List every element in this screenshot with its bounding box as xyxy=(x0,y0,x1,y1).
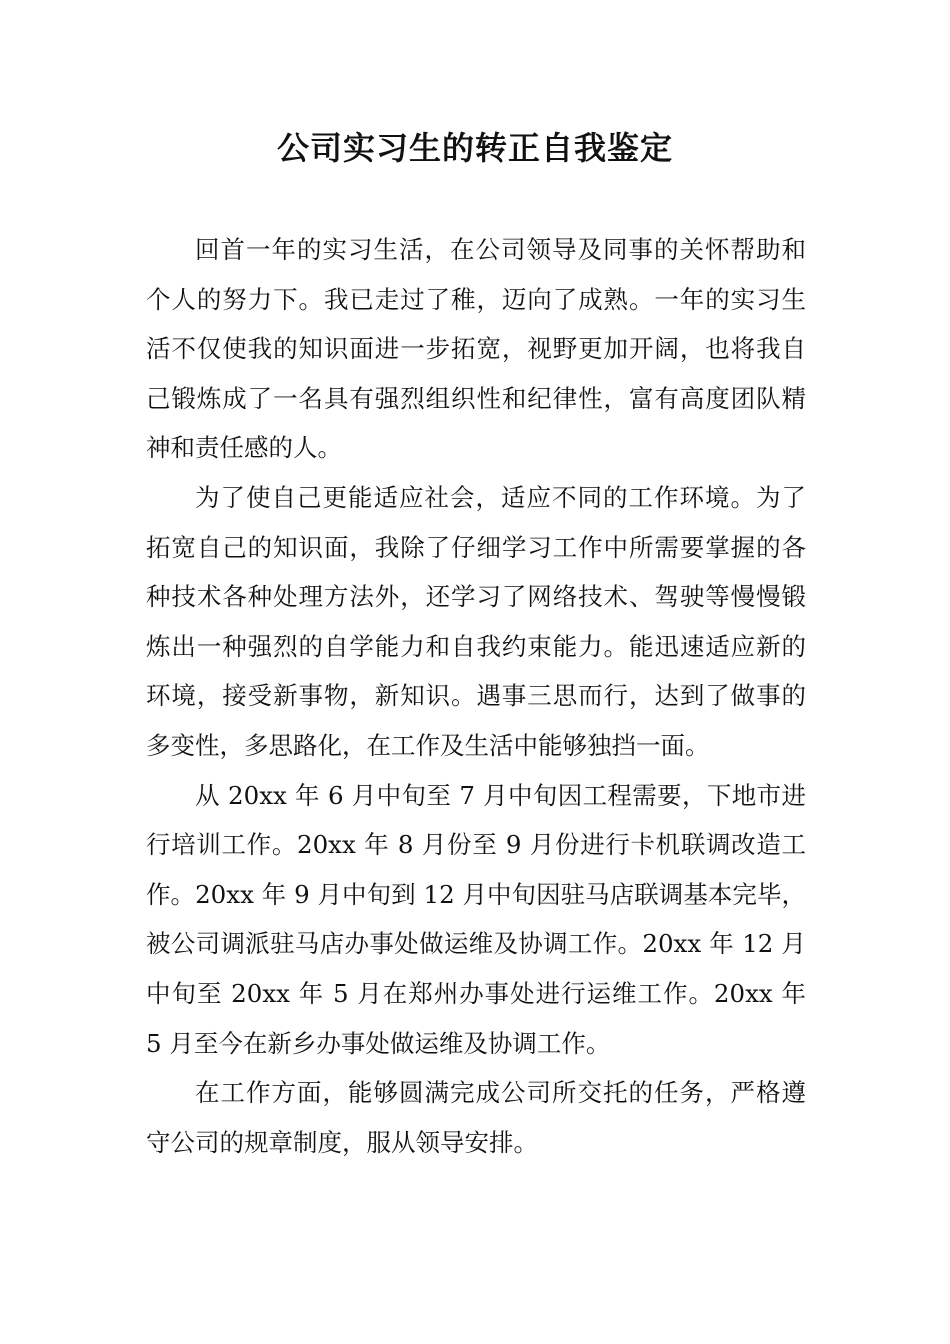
paragraph-1: 回首一年的实习生活，在公司领导及同事的关怀帮助和个人的努力下。我已走过了稚，迈向了成熟。一年的实习生活不仅使我的知识面进一步拓宽，视野更加开阔，也将我自己锻炼成了一名具有强烈组织性和纪律性，富有高度团队精神和责任感的人。 xyxy=(146,235,806,463)
document-body xyxy=(146,225,806,1167)
paragraph-4: 在工作方面，能够圆满完成公司所交托的任务，严格遵守公司的规章制度，服从领导安排。 xyxy=(146,1078,806,1157)
paragraph-2: 为了使自己更能适应社会，适应不同的工作环境。为了拓宽自己的知识面，我除了仔细学习工作中所需要掌握的各种技术各种处理方法外，还学习了网络技术、驾驶等慢慢锻炼出一种强烈的自学能力和自我约束能力。能迅速适应新的环境，接受新事物，新知识。遇事三思而行，达到了做事的多变性，多思路化，在工作及生活中能够独挡一面。 xyxy=(146,482,806,760)
document-title: 公司实习生的转正自我鉴定 xyxy=(276,129,673,167)
paragraph-3: 从 20xx 年 6 月中旬至 7 月中旬因工程需要，下地市进行培训工作。20xx 年 8 月份至 9 月份进行卡机联调改造工作。20xx 年 9 月中旬到 12 月中旬因驻马店联调基本完毕，被公司调派驻马店办事处做运维及协调工作。20xx 年 12 月中旬至 20xx 年 5 月在郑州办事处进行运维工作。20xx 年 5 月至今在新乡办事处做运维及协调工作。 xyxy=(146,780,806,1058)
